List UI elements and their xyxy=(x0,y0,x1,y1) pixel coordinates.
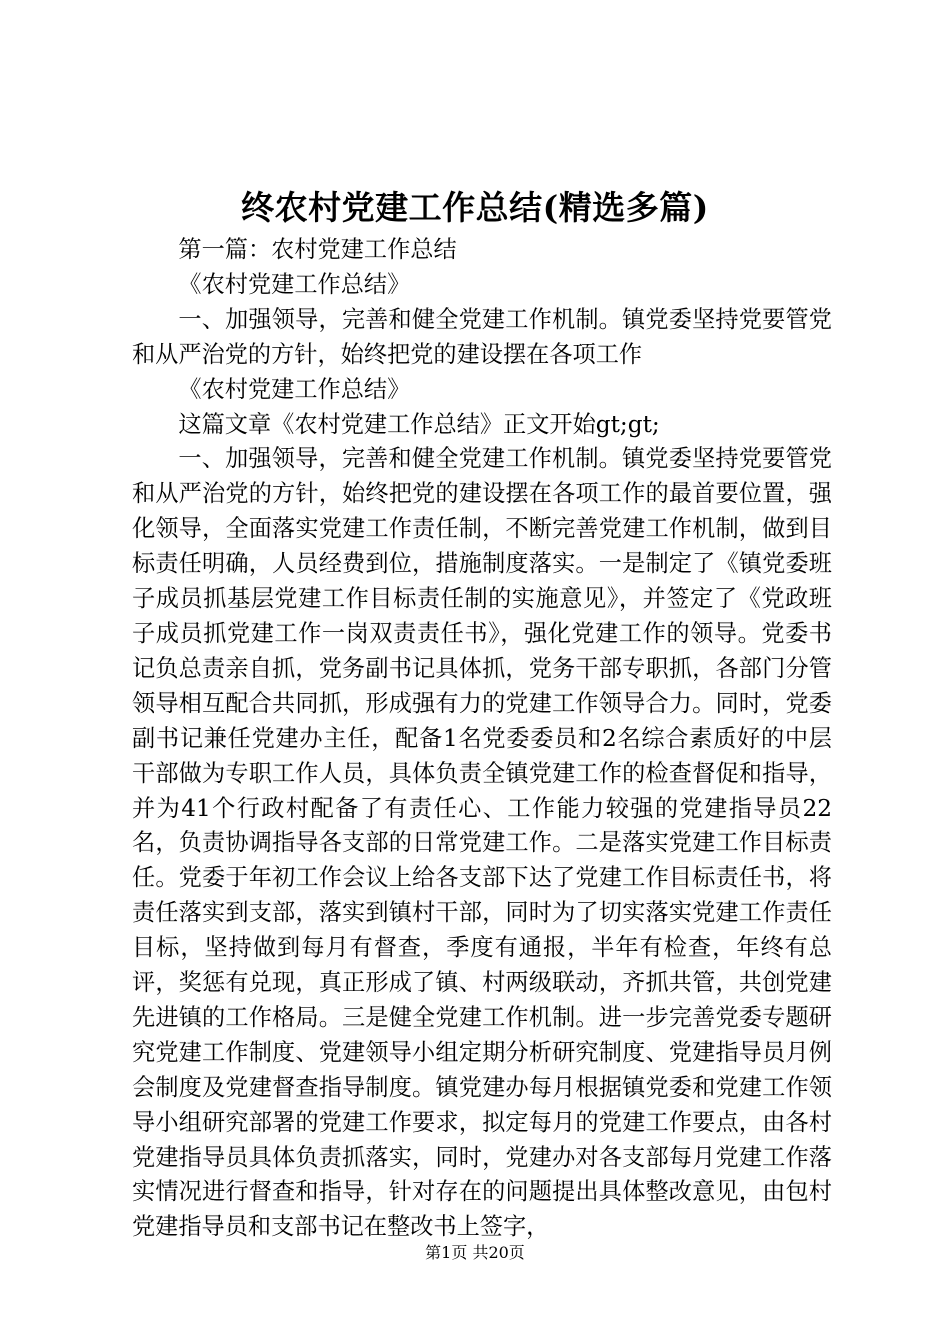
document-title: 终农村党建工作总结(精选多篇) xyxy=(241,188,709,227)
summary-paragraph: 一、加强领导，完善和健全党建工作机制。镇党委坚持党要管党和从严治党的方针，始终把党的建设摆在各项工作 xyxy=(132,305,832,368)
article-start-note: 这篇文章《农村党建工作总结》正文开始gt;gt; xyxy=(178,410,660,438)
document-body xyxy=(132,233,832,1245)
article-title-ref: 《农村党建工作总结》 xyxy=(178,270,411,298)
section-heading: 第一篇：农村党建工作总结 xyxy=(178,236,457,263)
page-number-footer: 第1页 共20页 xyxy=(425,1243,525,1262)
body-paragraph: 一、加强领导，完善和健全党建工作机制。镇党委坚持党要管党和从严治党的方针，始终把党的建设摆在各项工作的最首要位置，强化领导，全面落实党建工作责任制，不断完善党建工作机制，做到目标责任明确，人员经费到位，措施制度落实。一是制定了《镇党委班子成员抓基层党建工作目标责任制的实施意见》，并签定了《党政班子成员抓党建工作一岗双责责任书》，强化党建工作的领导。党委书记负总责亲自抓，党务副书记具体抓，党务干部专职抓，各部门分管领导相互配合共同抓，形成强有力的党建工作领导合力。同时，党委副书记兼任党建办主任，配备1名党委委员和2名综合素质好的中层干部做为专职工作人员，具体负责全镇党建工作的检查督促和指导，并为41个行政村配备了有责任心、工作能力较强的党建指导员22名，负责协调指导各支部的日常党建工作。二是落实党建工作目标责任。党委于年初工作会议上给各支部下达了党建工作目标责任书，将责任落实到支部，落实到镇村干部，同时为了切实落实党建工作责任目标，坚持做到每月有督查，季度有通报，半年有检查，年终有总评，奖惩有兑现，真正形成了镇、村两级联动，齐抓共管，共创党建先进镇的工作格局。三是健全党建工作机制。进一步完善党委专题研究党建工作制度、党建领导小组定期分析研究制度、党建指导员月例会制度及党建督查指导制度。镇党建办每月根据镇党委和党建工作领导小组研究部署的党建工作要求，拟定每月的党建工作要点，由各村党建指导员具体负责抓落实，同时，党建办对各支部每月党建工作落实情况进行督查和指导，针对存在的问题提出具体整改意见，由包村党建指导员和支部书记在整改书上签字， xyxy=(132,445,832,1241)
article-title-ref: 《农村党建工作总结》 xyxy=(178,375,411,403)
